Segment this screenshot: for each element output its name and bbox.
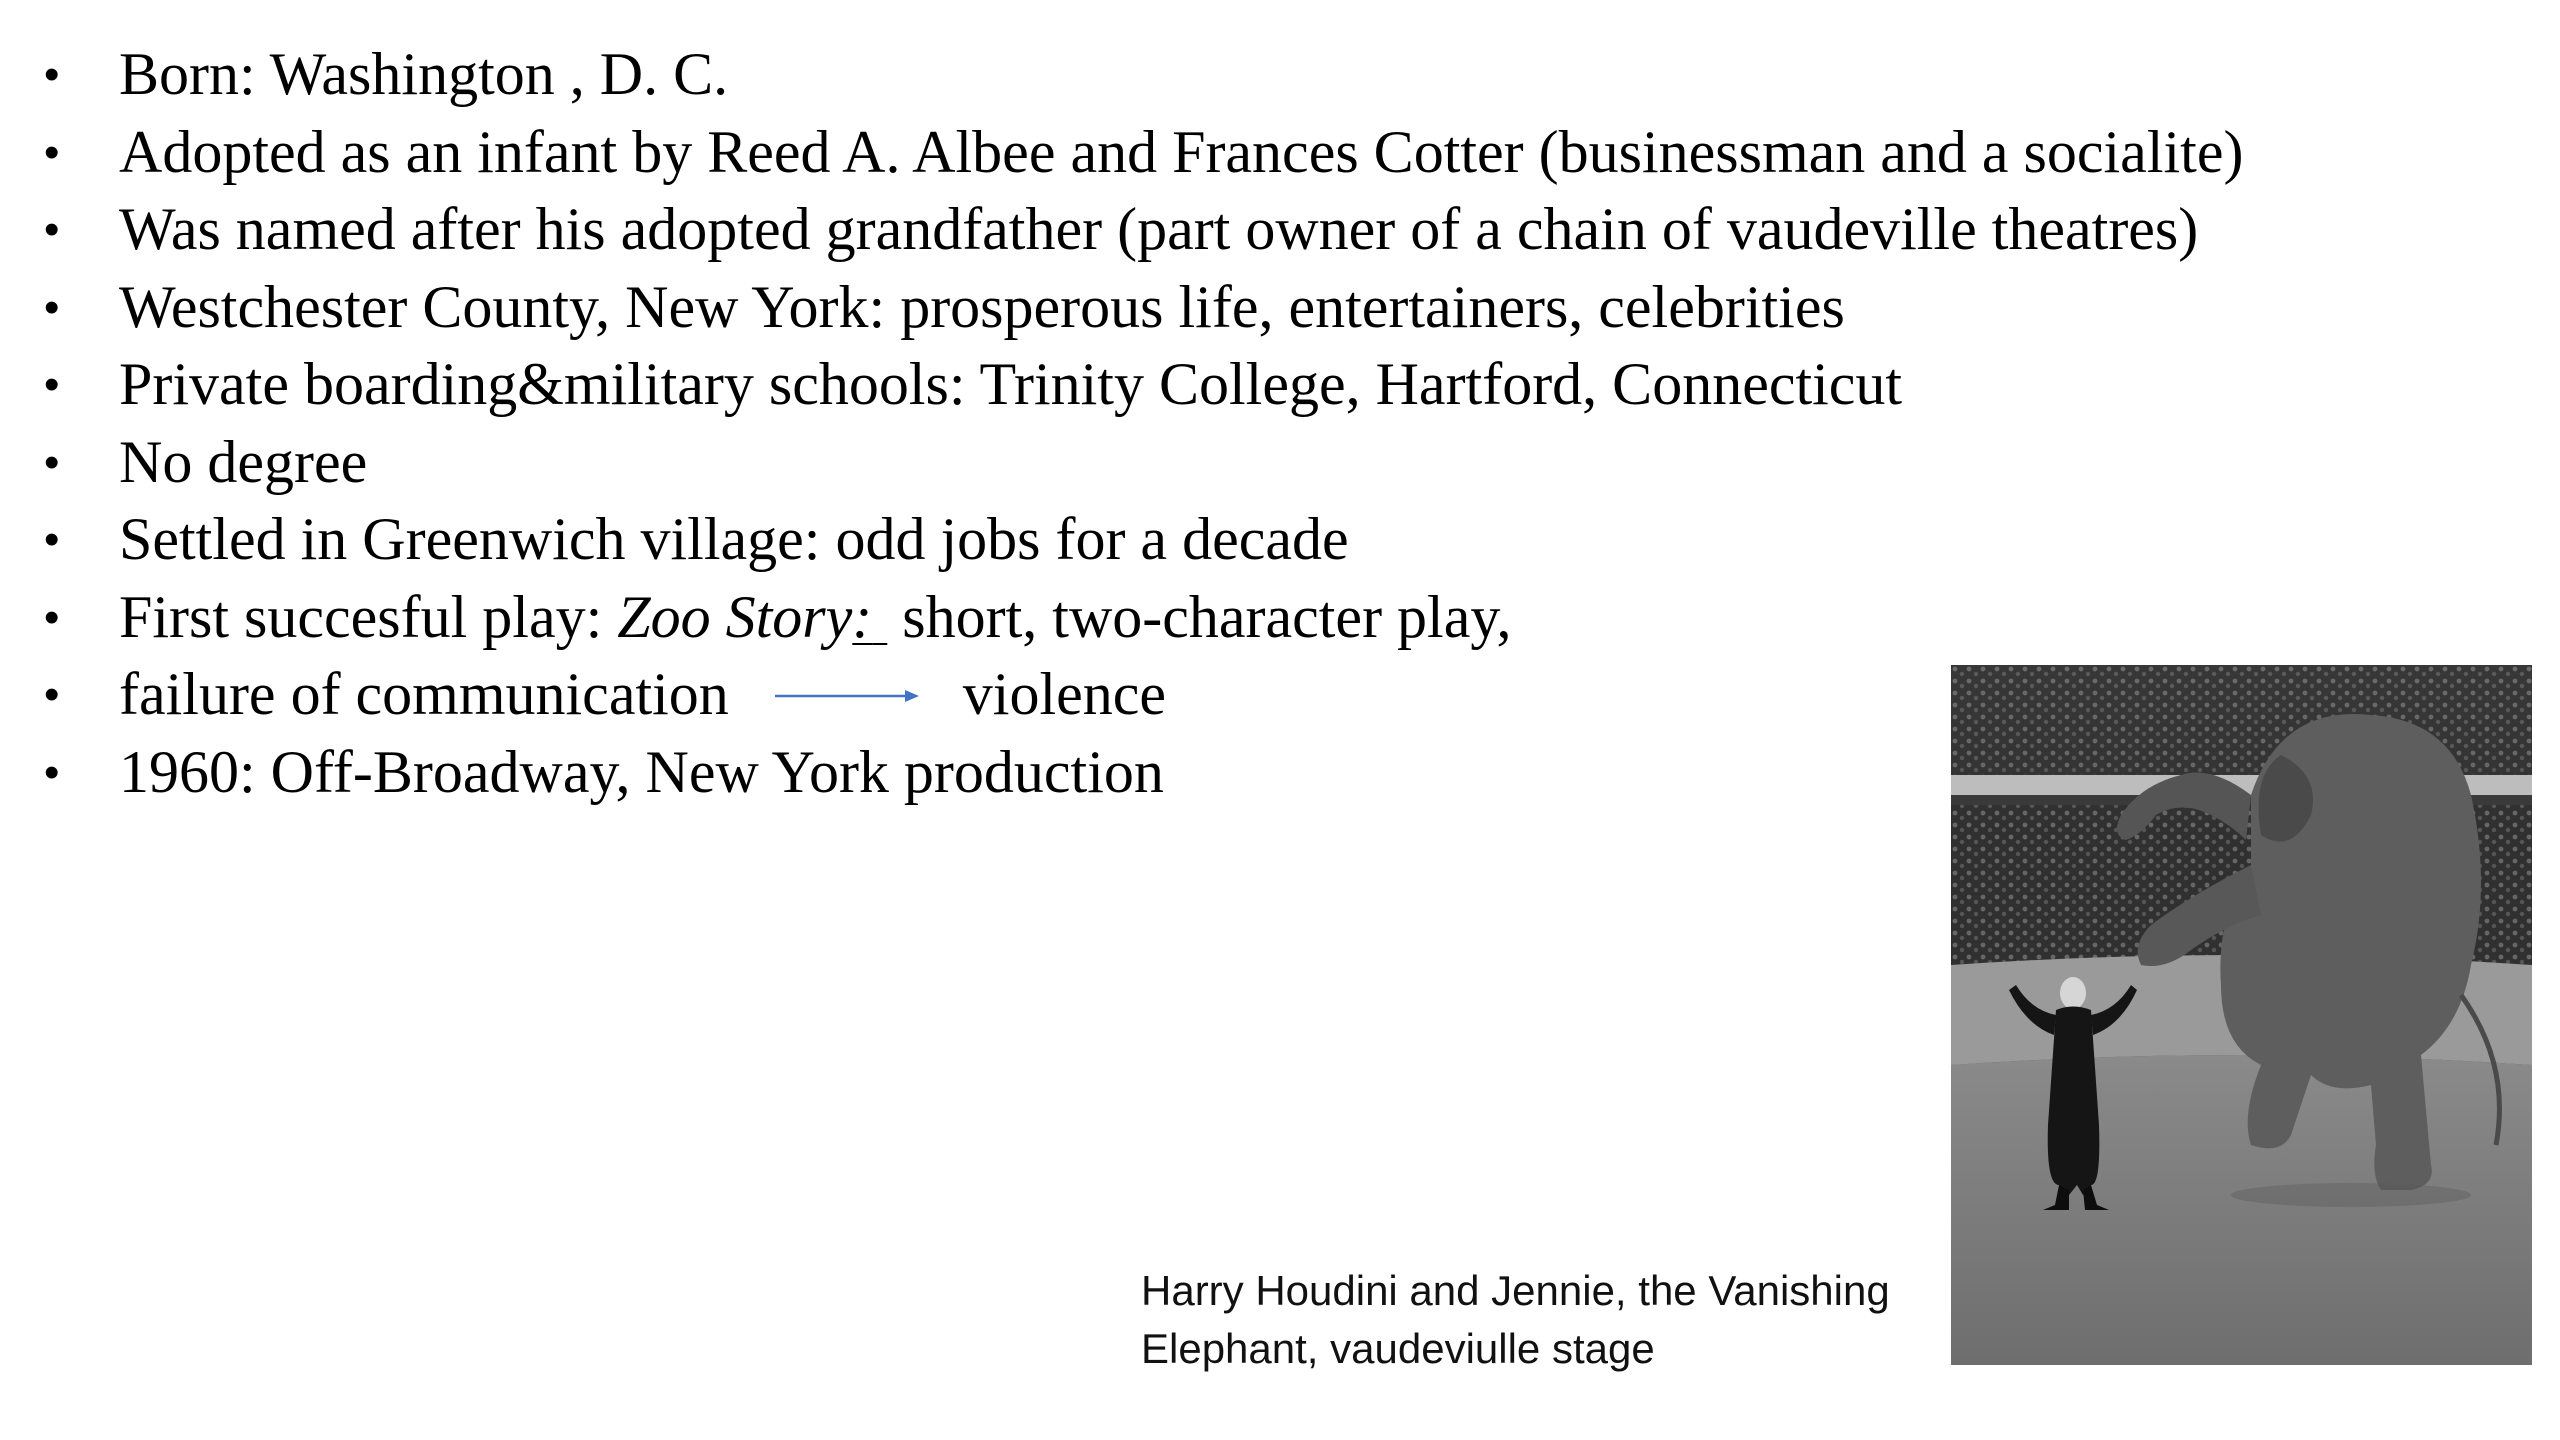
bullet-text: Was named after his adopted grandfather (part owner of a chain of vaudeville theatres) bbox=[119, 196, 2199, 262]
photo-illustration bbox=[1951, 665, 2532, 1365]
bullet-text: Born: Washington , D. C. bbox=[119, 41, 729, 107]
bullet-dot: • bbox=[44, 747, 60, 797]
bullet-dot: • bbox=[44, 282, 60, 332]
bullet-item-first-play bbox=[0, 579, 2520, 657]
bullet-dot: • bbox=[44, 50, 60, 99]
caption-line-1: Harry Houdini and Jennie, the Vanishing bbox=[1141, 1267, 1890, 1314]
bullet-item-degree bbox=[0, 424, 2520, 502]
bullet-dot: • bbox=[44, 592, 60, 642]
bullet-item-schools bbox=[0, 346, 2520, 424]
bullet-item-born bbox=[0, 36, 2520, 114]
bullet-text: Adopted as an infant by Reed A. Albee and Frances Cotter (businessman and a socialite) bbox=[119, 118, 2244, 185]
houdini-elephant-photo bbox=[1951, 665, 2532, 1365]
bullet-item-adopted bbox=[0, 114, 2520, 192]
play-title: Zoo Story bbox=[617, 583, 853, 650]
bullet-item-named bbox=[0, 191, 2520, 269]
bullet-dot: • bbox=[44, 127, 60, 177]
photo-caption bbox=[1141, 1262, 1941, 1378]
right-arrow-icon bbox=[773, 686, 919, 706]
first-play-prefix: First succesful play: bbox=[119, 583, 618, 650]
bullet-text: Westchester County, New York: prosperous life, entertainers, celebrities bbox=[119, 273, 1845, 340]
bullet-dot: • bbox=[44, 515, 60, 564]
bullet-item-greenwich bbox=[0, 501, 2520, 579]
bullet-text: No degree bbox=[119, 428, 368, 495]
bullet-item-westchester bbox=[0, 269, 2520, 347]
caption-line-2: Elephant, vaudeviulle stage bbox=[1141, 1325, 1655, 1372]
bullet-text bbox=[119, 656, 1166, 734]
bullet-dot: • bbox=[44, 360, 60, 409]
first-play-rest: short, two-character play, bbox=[887, 583, 1512, 650]
play-colon: : bbox=[852, 583, 873, 650]
communication-text: failure of communication bbox=[119, 661, 729, 727]
violence-text: violence bbox=[962, 661, 1167, 727]
bullet-text: 1960: Off-Broadway, New York production bbox=[119, 738, 1164, 805]
bullet-dot: • bbox=[44, 205, 60, 254]
bullet-dot: • bbox=[44, 670, 60, 719]
bullet-text: Settled in Greenwich village: odd jobs for a decade bbox=[119, 506, 1349, 572]
bullet-text: Private boarding&military schools: Trinity College, Hartford, Connecticut bbox=[119, 351, 1903, 417]
bullet-dot: • bbox=[44, 437, 60, 487]
bullet-text bbox=[119, 579, 1511, 657]
